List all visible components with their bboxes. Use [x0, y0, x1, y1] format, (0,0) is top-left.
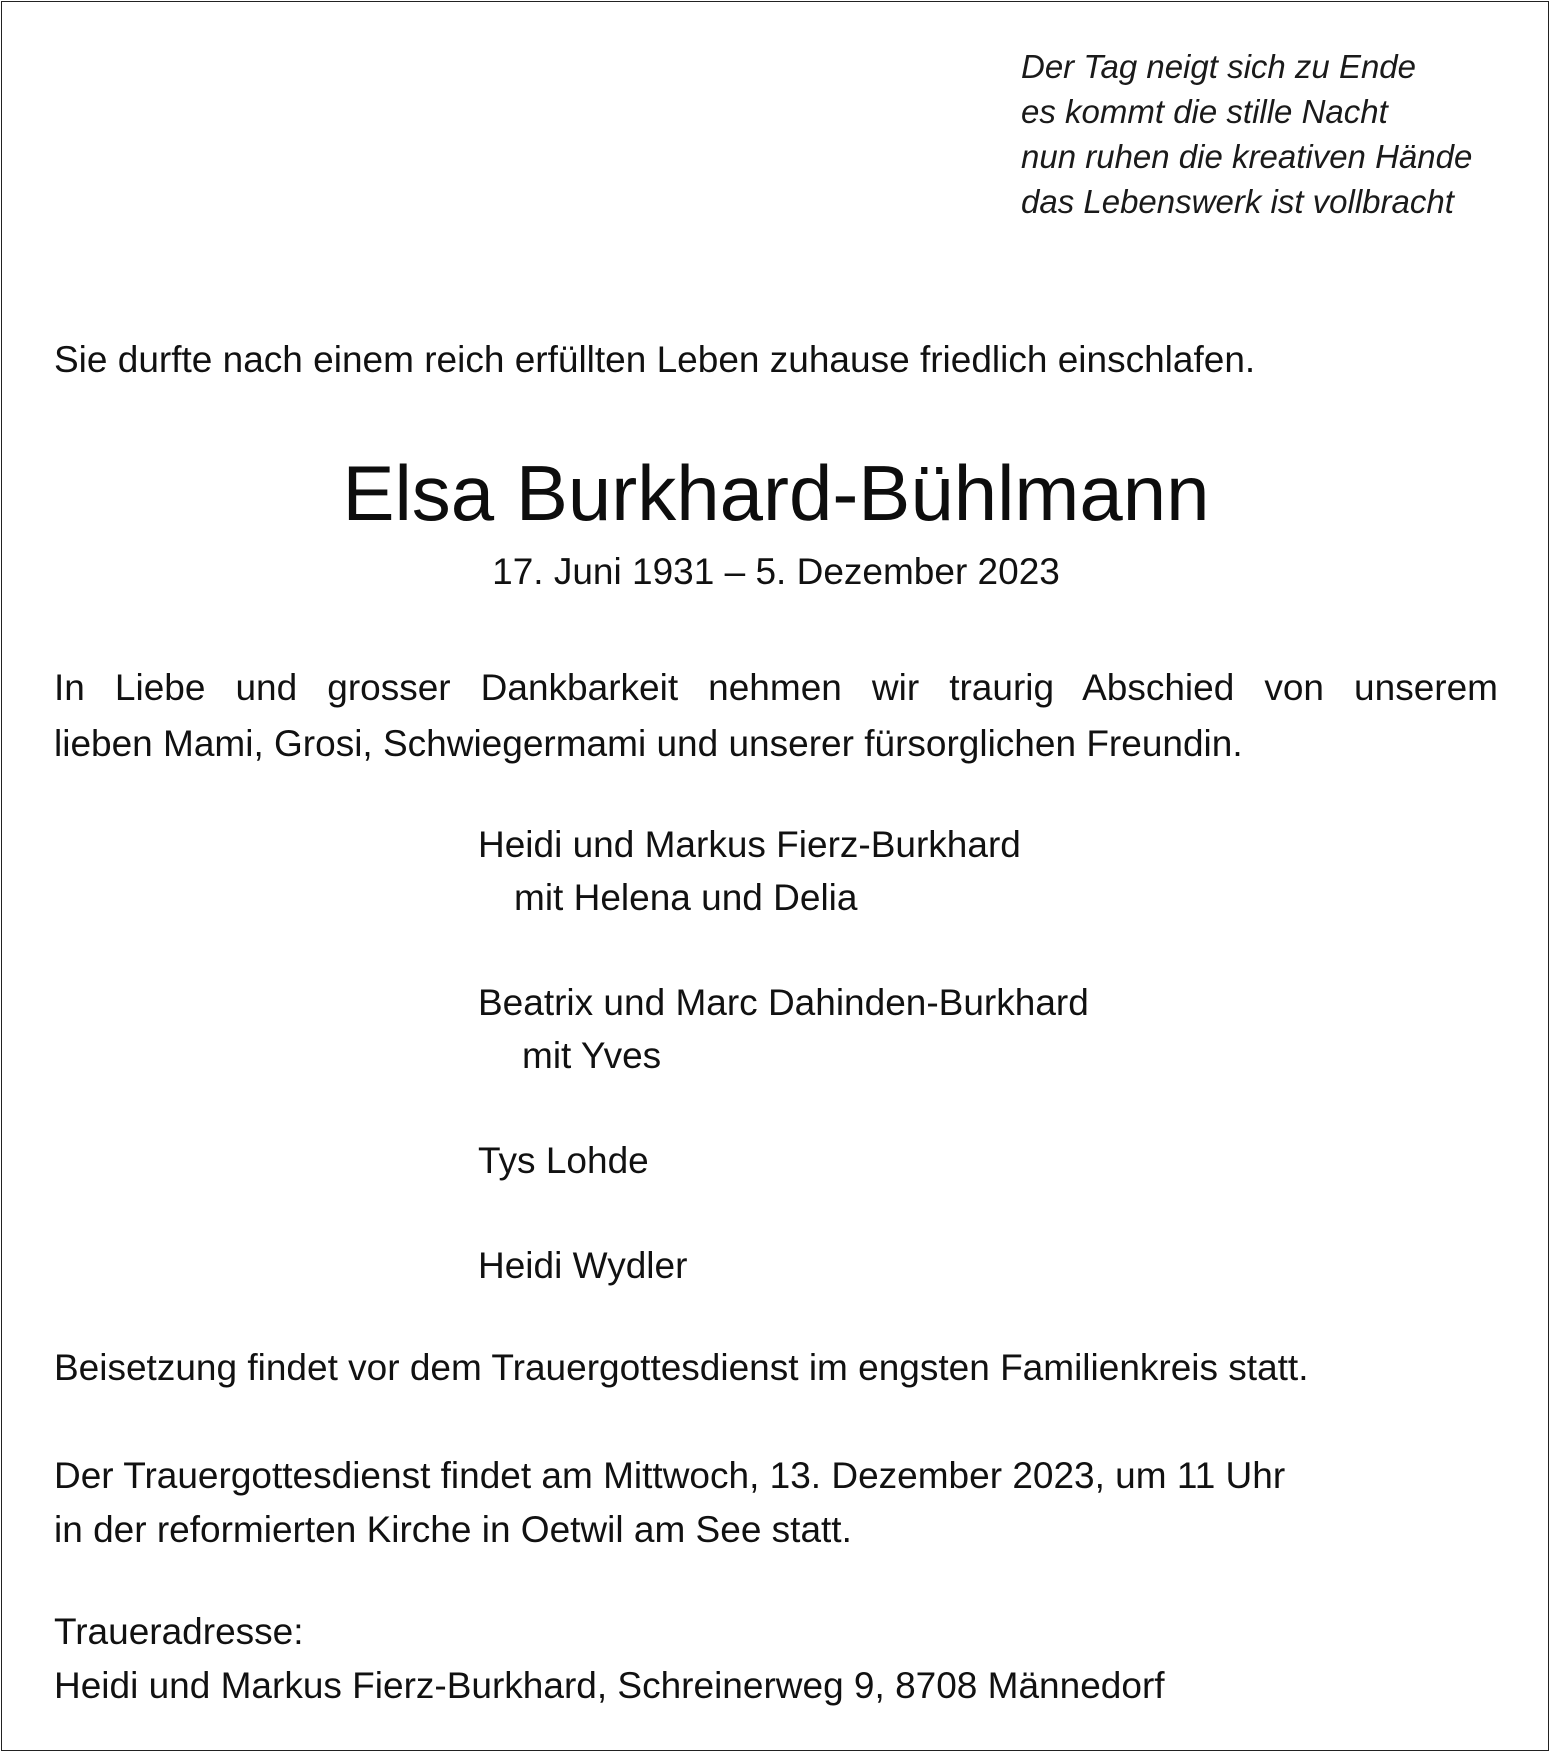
service-info — [54, 1449, 1285, 1557]
poem-line: Der Tag neigt sich zu Ende — [1021, 48, 1417, 85]
mourner-name: Heidi und Markus Fierz-Burkhard — [478, 824, 1021, 865]
mourner-name: Beatrix und Marc Dahinden-Burkhard — [478, 982, 1089, 1023]
burial-text: Beisetzung findet vor dem Trauergottesdienst im engsten Familienkreis statt. — [54, 1347, 1309, 1388]
address-label: Traueradresse: — [54, 1611, 304, 1652]
mourner-sub: mit Yves — [522, 1035, 662, 1076]
service-line: in der reformierten Kirche in Oetwil am See statt. — [54, 1509, 852, 1550]
poem-line: das Lebenswerk ist vollbracht — [1021, 183, 1454, 220]
poem — [1021, 44, 1472, 224]
farewell-line: lieben Mami, Grosi, Schwiegermami und unserer fürsorglichen Freundin. — [54, 723, 1243, 764]
mourner-name: Tys Lohde — [478, 1140, 649, 1181]
mourner-group — [478, 1239, 1089, 1292]
poem-line: nun ruhen die kreativen Hände — [1021, 138, 1473, 175]
life-dates: 17. Juni 1931 – 5. Dezember 2023 — [492, 551, 1060, 592]
deceased-name: Elsa Burkhard-Bühlmann — [342, 449, 1210, 537]
mourner-sub: mit Helena und Delia — [514, 877, 858, 918]
address-value: Heidi und Markus Fierz-Burkhard, Schreinerweg 9, 8708 Männedorf — [54, 1665, 1165, 1706]
mourner-name: Heidi Wydler — [478, 1245, 688, 1286]
mourner-group — [478, 818, 1089, 924]
mourner-group — [478, 1134, 1089, 1187]
mourning-address — [54, 1605, 1165, 1713]
poem-line: es kommt die stille Nacht — [1021, 93, 1388, 130]
service-line: Der Trauergottesdienst findet am Mittwoch, 13. Dezember 2023, um 11 Uhr — [54, 1455, 1286, 1496]
intro-text: Sie durfte nach einem reich erfüllten Leben zuhause friedlich einschlafen. — [54, 339, 1256, 380]
farewell-text — [54, 660, 1498, 772]
mourners-list — [478, 818, 1089, 1292]
mourner-group — [478, 976, 1089, 1082]
farewell-line: In Liebe und grosser Dankbarkeit nehmen wir traurig Abschied von unserem — [54, 667, 1498, 708]
